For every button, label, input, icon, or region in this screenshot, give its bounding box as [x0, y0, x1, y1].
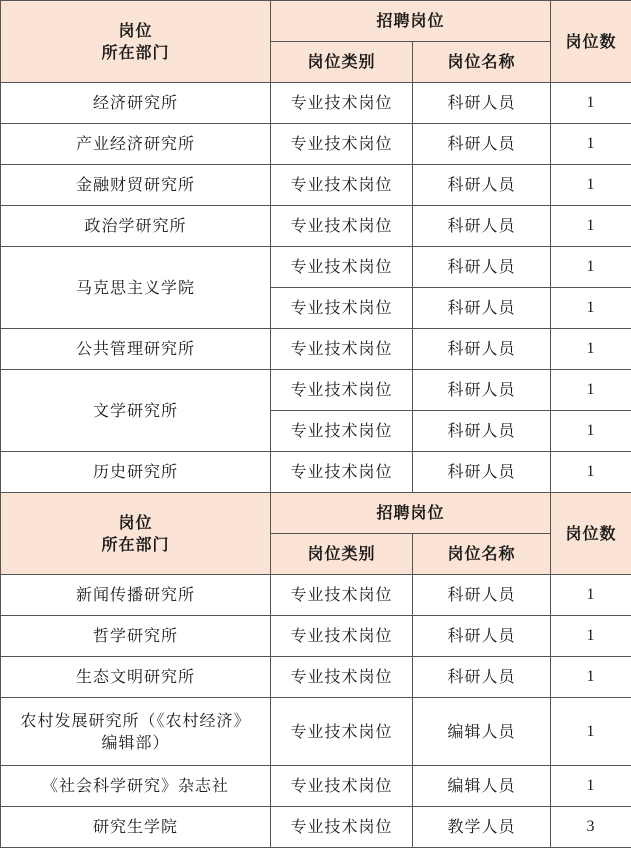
count-cell: 1: [551, 657, 631, 698]
name-cell: 科研人员: [413, 83, 551, 124]
recruit-header: 招聘岗位: [271, 1, 551, 42]
dept-cell: 新闻传播研究所: [1, 575, 271, 616]
name-cell: 科研人员: [413, 370, 551, 411]
category-cell: 专业技术岗位: [271, 83, 413, 124]
name-cell: 科研人员: [413, 165, 551, 206]
name-header: 岗位名称: [413, 42, 551, 83]
category-cell: 专业技术岗位: [271, 807, 413, 848]
recruit-header: 招聘岗位: [271, 493, 551, 534]
name-cell: 编辑人员: [413, 766, 551, 807]
name-cell: 科研人员: [413, 411, 551, 452]
count-cell: 3: [551, 807, 631, 848]
count-cell: 1: [551, 124, 631, 165]
name-cell: 科研人员: [413, 452, 551, 493]
dept-header: 岗位 所在部门: [1, 1, 271, 83]
dept-cell: 经济研究所: [1, 83, 271, 124]
count-cell: 1: [551, 370, 631, 411]
name-cell: 科研人员: [413, 657, 551, 698]
dept-cell: 生态文明研究所: [1, 657, 271, 698]
category-cell: 专业技术岗位: [271, 575, 413, 616]
category-cell: 专业技术岗位: [271, 247, 413, 288]
name-cell: 科研人员: [413, 124, 551, 165]
category-cell: 专业技术岗位: [271, 329, 413, 370]
dept-cell: 文学研究所: [1, 370, 271, 452]
count-cell: 1: [551, 575, 631, 616]
name-cell: 科研人员: [413, 575, 551, 616]
table-row: [1, 329, 631, 370]
dept-cell: 历史研究所: [1, 452, 271, 493]
count-cell: 1: [551, 616, 631, 657]
count-cell: 1: [551, 247, 631, 288]
category-cell: 专业技术岗位: [271, 657, 413, 698]
table-row: [1, 657, 631, 698]
count-cell: 1: [551, 766, 631, 807]
table-row: [1, 766, 631, 807]
name-cell: 科研人员: [413, 616, 551, 657]
category-header: 岗位类别: [271, 42, 413, 83]
dept-cell: 哲学研究所: [1, 616, 271, 657]
category-cell: 专业技术岗位: [271, 452, 413, 493]
category-cell: 专业技术岗位: [271, 288, 413, 329]
name-cell: 教学人员: [413, 807, 551, 848]
name-cell: 科研人员: [413, 206, 551, 247]
table-row: [1, 83, 631, 124]
category-cell: 专业技术岗位: [271, 766, 413, 807]
count-cell: 1: [551, 288, 631, 329]
name-cell: 科研人员: [413, 288, 551, 329]
table-row: [1, 370, 631, 411]
table-row: [1, 616, 631, 657]
header-row: [1, 493, 631, 534]
dept-cell: 马克思主义学院: [1, 247, 271, 329]
dept-cell: 研究生学院: [1, 807, 271, 848]
category-cell: 专业技术岗位: [271, 165, 413, 206]
dept-cell: 产业经济研究所: [1, 124, 271, 165]
table-row: [1, 247, 631, 288]
count-header: 岗位数: [551, 493, 631, 575]
table-row: [1, 807, 631, 848]
name-cell: 科研人员: [413, 247, 551, 288]
category-cell: 专业技术岗位: [271, 370, 413, 411]
name-header: 岗位名称: [413, 534, 551, 575]
table-row: [1, 124, 631, 165]
table-row: [1, 165, 631, 206]
table-row: [1, 452, 631, 493]
name-cell: 科研人员: [413, 329, 551, 370]
table-row: [1, 206, 631, 247]
dept-cell: 公共管理研究所: [1, 329, 271, 370]
dept-cell: 农村发展研究所（《农村经济》 编辑部）: [1, 698, 271, 766]
count-cell: 1: [551, 206, 631, 247]
count-cell: 1: [551, 165, 631, 206]
count-cell: 1: [551, 83, 631, 124]
name-cell: 编辑人员: [413, 698, 551, 766]
dept-cell: 金融财贸研究所: [1, 165, 271, 206]
count-cell: 1: [551, 452, 631, 493]
category-cell: 专业技术岗位: [271, 206, 413, 247]
category-cell: 专业技术岗位: [271, 698, 413, 766]
table-row: [1, 575, 631, 616]
count-cell: 1: [551, 698, 631, 766]
dept-cell: 《社会科学研究》杂志社: [1, 766, 271, 807]
category-cell: 专业技术岗位: [271, 124, 413, 165]
count-header: 岗位数: [551, 1, 631, 83]
category-cell: 专业技术岗位: [271, 616, 413, 657]
count-cell: 1: [551, 329, 631, 370]
dept-header: 岗位 所在部门: [1, 493, 271, 575]
table-row: [1, 698, 631, 766]
dept-cell: 政治学研究所: [1, 206, 271, 247]
category-cell: 专业技术岗位: [271, 411, 413, 452]
category-header: 岗位类别: [271, 534, 413, 575]
count-cell: 1: [551, 411, 631, 452]
header-row: [1, 1, 631, 42]
